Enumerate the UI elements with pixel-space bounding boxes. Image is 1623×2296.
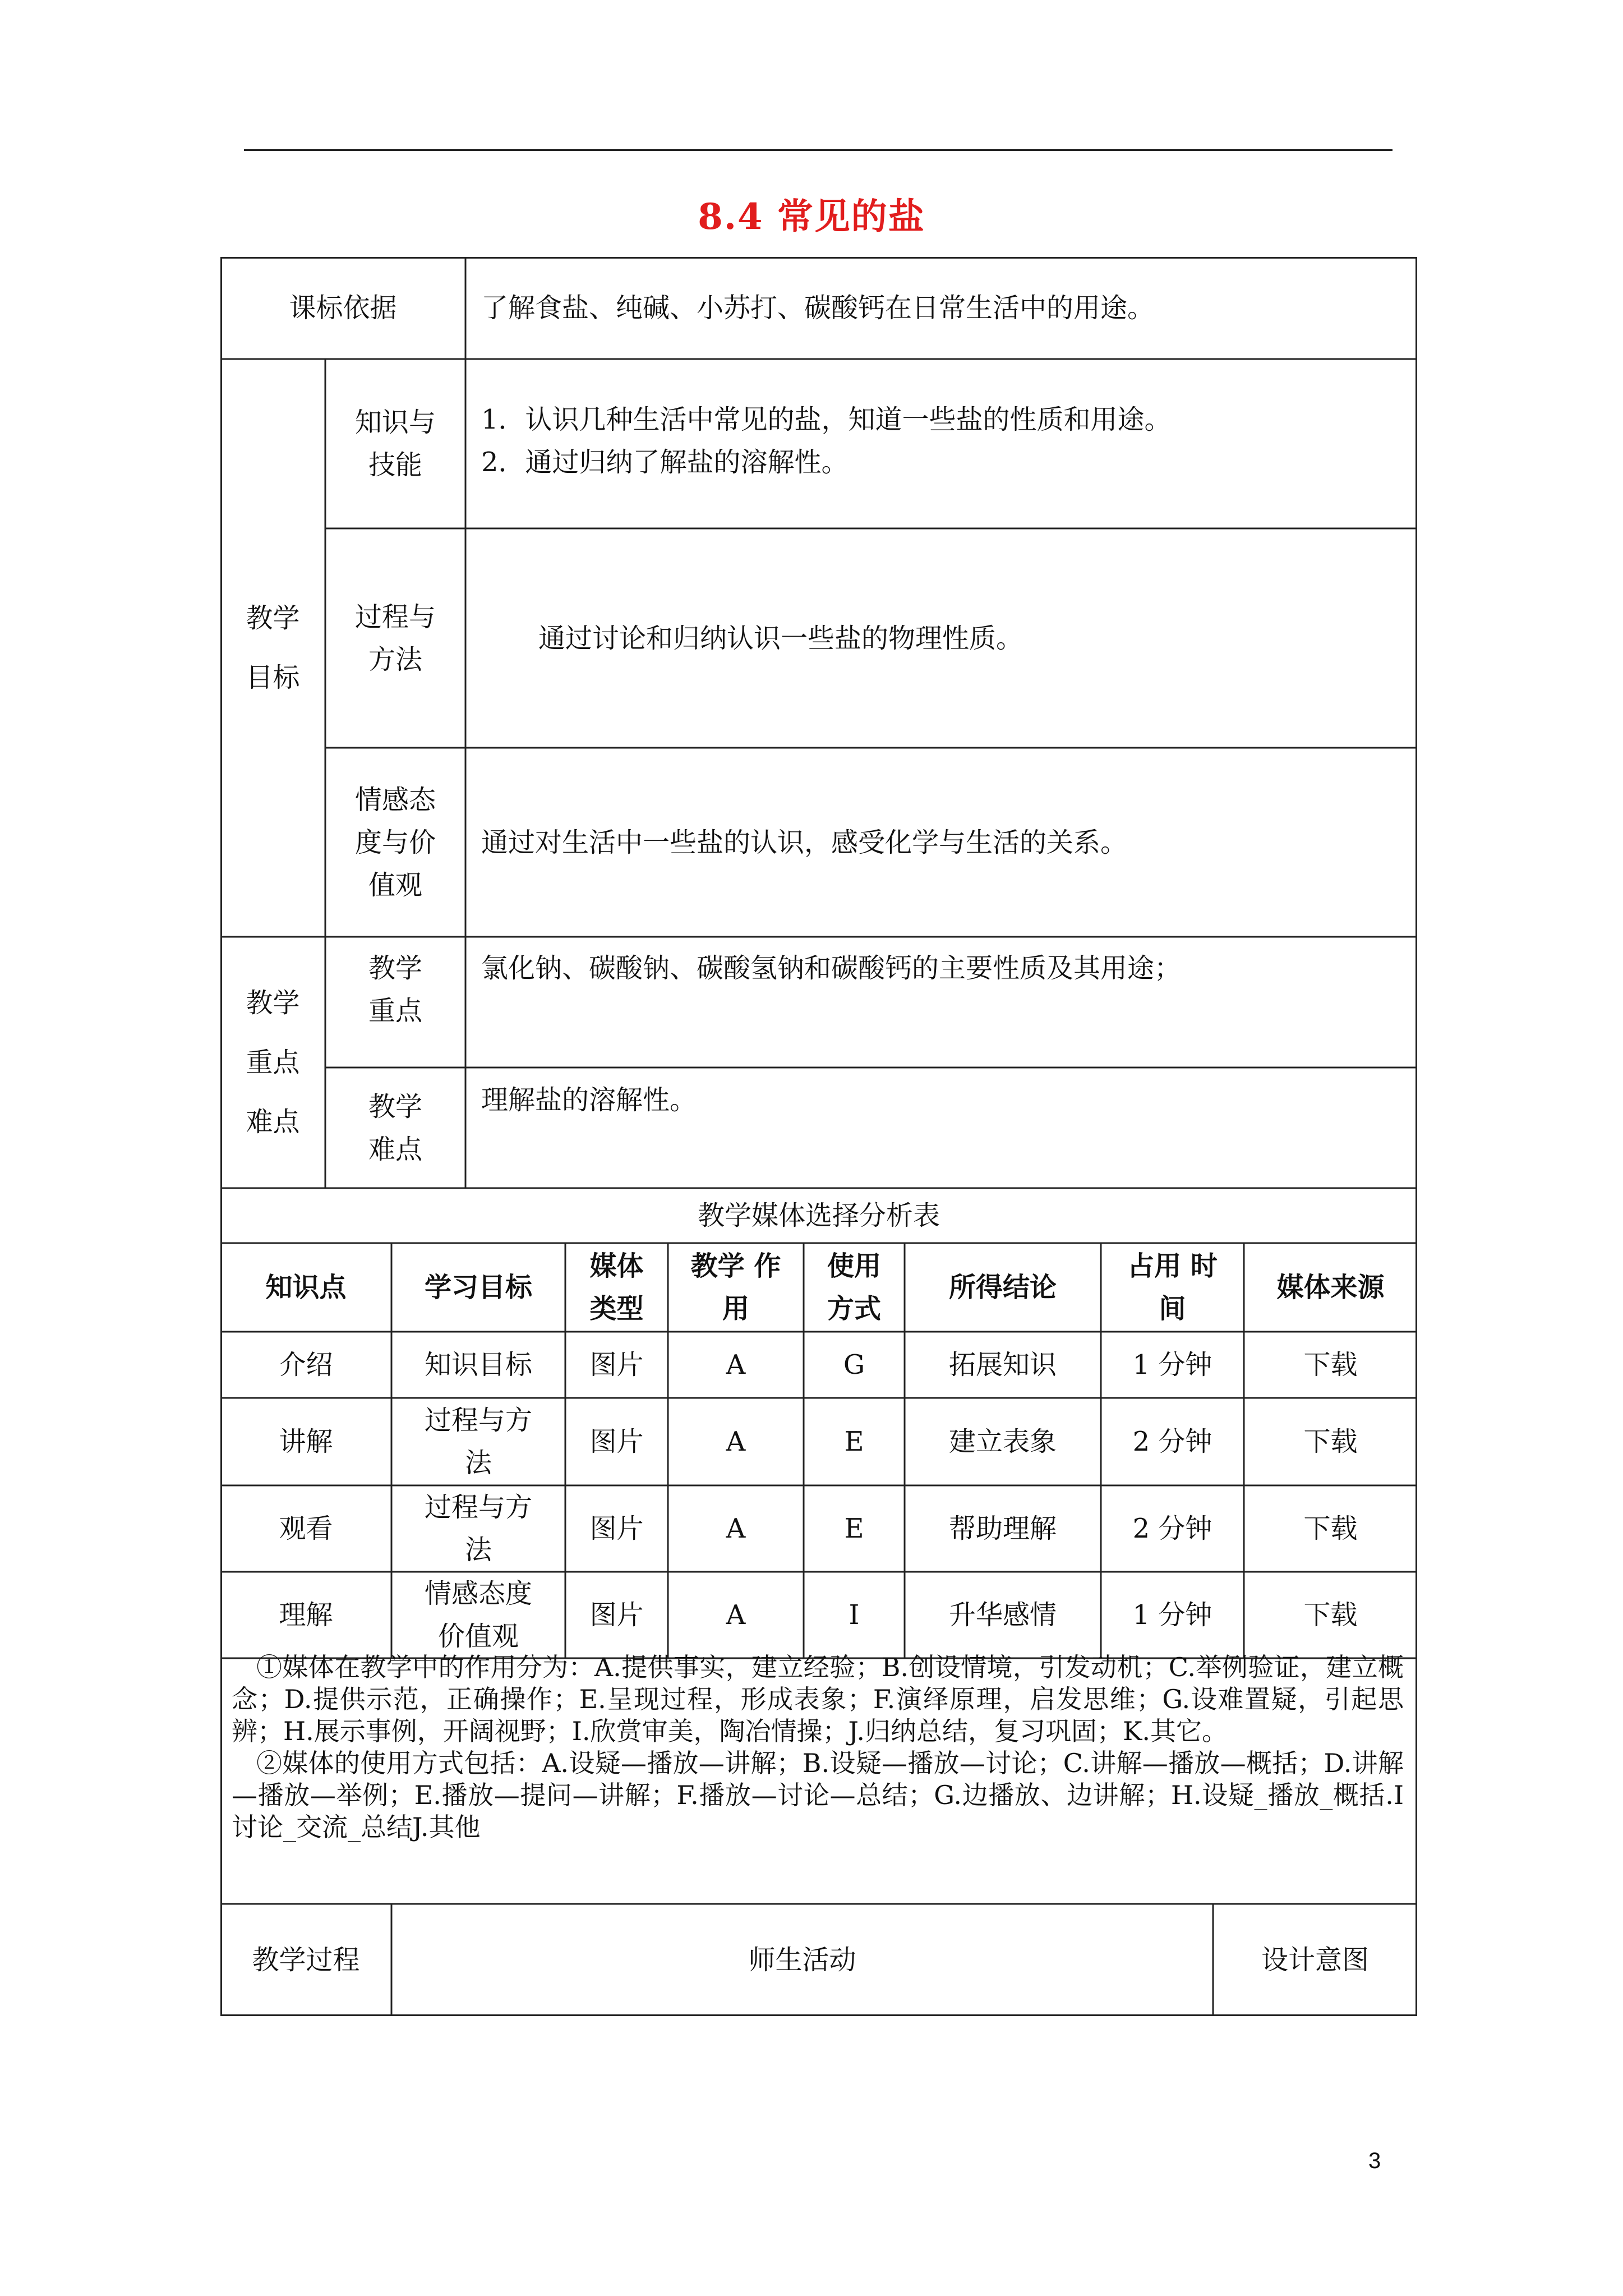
media-table-cell: G <box>843 1349 865 1381</box>
process-header-col1: 教学过程 <box>252 1944 360 1976</box>
media-table-cell: 图片 <box>589 1349 644 1381</box>
media-header-cell: 媒体来源 <box>1276 1272 1385 1303</box>
media-table-cell: 图片 <box>589 1513 644 1544</box>
process-header-col3: 设计意图 <box>1261 1944 1369 1976</box>
media-header-cell: 媒体 类型 <box>589 1250 644 1324</box>
media-table-cell: 建立表象 <box>948 1426 1057 1457</box>
media-table-cell: 介绍 <box>279 1349 333 1381</box>
media-table-cell: 下载 <box>1303 1349 1358 1381</box>
standard-content: 了解食盐、纯碱、小苏打、碳酸钙在日常生活中的用途。 <box>481 292 1155 324</box>
media-role-note: ①媒体在教学中的作用分为：A.提供事实，建立经验；B.创设情境，引发动机；C.举例验证，建立概念；D.提供示范，正确操作；E.呈现过程，形成表象；F.演绎原理，启发思维；G.设难置疑，引起思辨；H.展示事例，开阔视野；I.欣赏审美，陶冶情操；J.归纳总结，复习巩固；K.其它。 <box>232 1652 1404 1746</box>
process-label: 过程与 方法 <box>354 601 436 675</box>
key-points-label: 教学 重点 难点 <box>246 987 300 1138</box>
media-table-cell: 讲解 <box>279 1426 333 1457</box>
media-header-cell: 所得结论 <box>948 1272 1057 1303</box>
media-table-cell: 下载 <box>1303 1513 1358 1544</box>
media-header-cell: 知识点 <box>265 1272 347 1303</box>
media-table-cell: A <box>726 1599 746 1631</box>
media-notes <box>232 1651 1404 1843</box>
media-table-cell: 1 分钟 <box>1132 1349 1212 1381</box>
difficulty-label: 教学 难点 <box>368 1091 422 1165</box>
emotion-content: 通过对生活中一些盐的认识，感受化学与生活的关系。 <box>481 826 1128 858</box>
objectives-label: 教学 目标 <box>246 602 300 693</box>
knowledge-item: 1．认识几种生活中常见的盐，知道一些盐的性质和用途。 <box>481 404 1172 435</box>
media-table-cell: 下载 <box>1303 1426 1358 1457</box>
media-table-cell: 情感态度 价值观 <box>424 1578 532 1652</box>
media-table-cell: 过程与方 法 <box>424 1492 532 1566</box>
page-title: 8.4 常见的盐 <box>698 196 925 238</box>
media-header-cell: 学习目标 <box>424 1272 532 1303</box>
focus-content: 氯化钠、碳酸钠、碳酸氢钠和碳酸钙的主要性质及其用途； <box>481 953 1182 984</box>
media-table-cell: 升华感情 <box>948 1599 1057 1631</box>
media-table-cell: E <box>844 1513 864 1544</box>
focus-label: 教学 重点 <box>368 953 422 1027</box>
media-table-cell: 图片 <box>589 1426 644 1457</box>
media-table-cell: A <box>726 1349 746 1381</box>
process-header-col2: 师生活动 <box>748 1944 856 1976</box>
difficulty-content: 理解盐的溶解性。 <box>481 1084 697 1116</box>
media-table-cell: 拓展知识 <box>948 1349 1057 1381</box>
header-rule <box>244 149 1393 151</box>
standard-label: 课标依据 <box>289 292 397 324</box>
media-table-caption: 教学媒体选择分析表 <box>697 1200 940 1231</box>
media-table-cell: 帮助理解 <box>948 1513 1057 1544</box>
media-table-cell: 2 分钟 <box>1132 1426 1212 1457</box>
media-header-cell: 占用 时 间 <box>1127 1250 1218 1324</box>
media-table-cell: 图片 <box>589 1599 644 1631</box>
media-header-cell: 使用 方式 <box>827 1250 881 1324</box>
lesson-plan-table <box>220 257 1417 2016</box>
media-table-cell: E <box>844 1426 864 1457</box>
media-table-cell: 理解 <box>279 1599 333 1631</box>
media-table-cell: A <box>726 1426 746 1457</box>
process-content: 通过讨论和归纳认识一些盐的物理性质。 <box>538 622 1023 654</box>
knowledge-content <box>465 359 1417 528</box>
media-table-cell: 2 分钟 <box>1132 1513 1212 1544</box>
media-table-cell: 1 分钟 <box>1132 1599 1212 1631</box>
media-table-cell: I <box>849 1599 860 1631</box>
media-header-cell: 教学 作 用 <box>690 1250 781 1324</box>
media-table-cell: 观看 <box>279 1513 333 1544</box>
media-table-cell: A <box>726 1513 746 1544</box>
emotion-label: 情感态 度与价 值观 <box>354 784 436 901</box>
media-table-cell: 过程与方 法 <box>424 1405 532 1479</box>
media-table-cell: 下载 <box>1303 1599 1358 1631</box>
knowledge-label: 知识与 技能 <box>354 407 436 481</box>
page-number: 3 <box>1368 2148 1381 2173</box>
media-usage-note: ②媒体的使用方式包括：A.设疑—播放—讲解；B.设疑—播放—讨论；C.讲解—播放—概括；D.讲解—播放—举例；E.播放—提问—讲解；F.播放—讨论—总结；G.边播放、边讲解；H.设疑_播放_概括.I讨论_交流_总结J.其他 <box>232 1748 1404 1842</box>
media-table-cell: 知识目标 <box>424 1349 532 1381</box>
knowledge-item: 2．通过归纳了解盐的溶解性。 <box>481 447 849 478</box>
